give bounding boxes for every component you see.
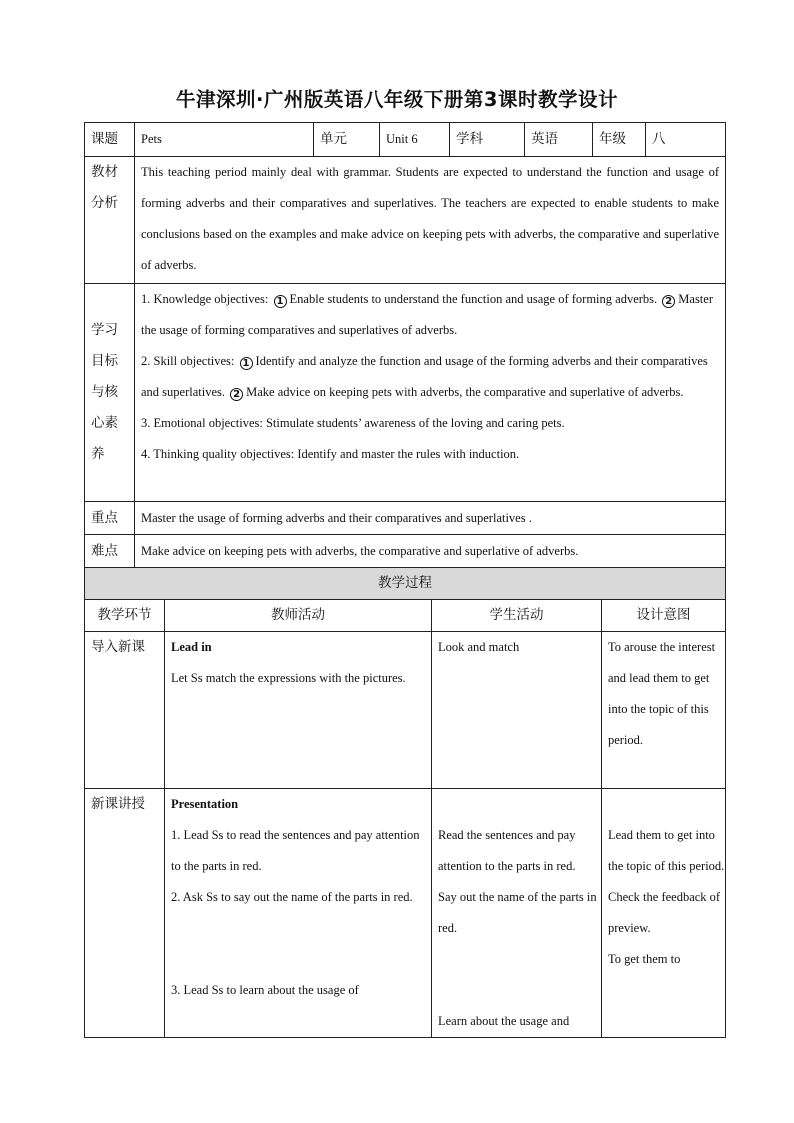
column-header: 教师活动 — [165, 600, 432, 632]
analysis-label: 教材 分析 — [85, 157, 135, 284]
teacher-activity: Presentation 1. Lead Ss to read the sentences and pay attention to the parts in red. 2. Ask Ss to say out the name of the parts in red. 3. Lead Ss to learn about the usage of — [165, 789, 432, 1038]
difficulty-text: Make advice on keeping pets with adverbs, the comparative and superlative of adverbs. — [135, 535, 726, 568]
circled-number: 2 — [230, 388, 243, 401]
stage-cell: 导入新课 — [85, 632, 165, 789]
grade-value: 八 — [646, 123, 726, 157]
process-header: 教学过程 — [85, 568, 726, 600]
student-activity: Read the sentences and pay attention to the parts in red. Say out the name of the parts in red. Learn about the usage and — [432, 789, 602, 1038]
process-table — [84, 567, 726, 1038]
student-activity: Look and match — [432, 632, 602, 789]
objective-knowledge: 1. Knowledge objectives: 1 Enable students to understand the function and usage of forming adverbs. 2 Master the usage of forming comparatives and superlatives of adverbs. — [141, 292, 713, 337]
circled-number: 1 — [274, 295, 287, 308]
unit-label: 单元 — [314, 123, 380, 157]
analysis-text: This teaching period mainly deal with grammar. Students are expected to understand the function and usage of forming adverbs and their comparatives and superlatives. The teachers are expected to enable students to make conclusions based on the examples and make advice on keeping pets with adverbs, the comparative and superlative of adverbs. — [135, 157, 726, 284]
page-title: 牛津深圳·广州版英语八年级下册第3课时教学设计 — [176, 88, 618, 111]
grade-label: 年级 — [593, 123, 646, 157]
table-row — [85, 632, 726, 789]
key-point-label: 重点 — [85, 502, 135, 535]
objective-thinking: 4. Thinking quality objectives: Identify and master the rules with induction. — [141, 447, 520, 461]
subject-value: 英语 — [525, 123, 593, 157]
column-header: 学生活动 — [432, 600, 602, 632]
topic-value: Pets — [135, 123, 314, 157]
table-row — [85, 789, 726, 1038]
stage-cell: 新课讲授 — [85, 789, 165, 1038]
objectives-text — [135, 284, 726, 502]
circled-number: 2 — [662, 295, 675, 308]
design-intent: To arouse the interest and lead them to get into the topic of this period. — [602, 632, 726, 789]
objective-emotional: 3. Emotional objectives: Stimulate students’ awareness of the loving and caring pets. — [141, 416, 565, 430]
column-header: 教学环节 — [85, 600, 165, 632]
topic-label: 课题 — [85, 123, 135, 157]
key-point-text: Master the usage of forming adverbs and their comparatives and superlatives . — [135, 502, 726, 535]
design-intent: Lead them to get into the topic of this period. Check the feedback of preview. To get them to — [602, 789, 726, 1038]
objective-skill: 2. Skill objectives: 1 Identify and analyze the function and usage of the forming adverbs and their comparatives and superlatives. 2 Make advice on keeping pets with adverbs, the comparative and superlative of adverbs. — [141, 354, 708, 400]
objectives-label: 学习 目标 与核 心素 养 — [85, 284, 135, 502]
circled-number: 1 — [240, 357, 253, 370]
difficulty-label: 难点 — [85, 535, 135, 568]
subject-label: 学科 — [450, 123, 525, 157]
teacher-activity: Lead in Let Ss match the expressions with the pictures. — [165, 632, 432, 789]
unit-value: Unit 6 — [380, 123, 450, 157]
column-header: 设计意图 — [602, 600, 726, 632]
info-table — [84, 122, 726, 568]
